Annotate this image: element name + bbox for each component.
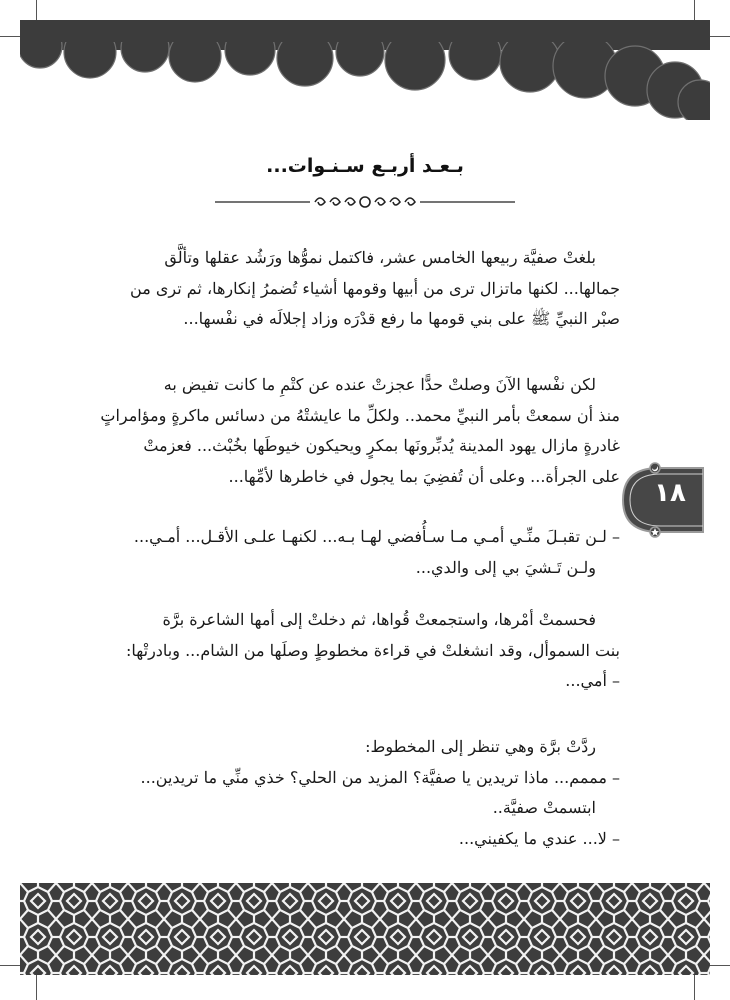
text-line: جمالها... لكنها ماتزال ترى من أبيها وقومها أشياء تُضمرُ إنكارها، ثم ترى من — [130, 278, 620, 298]
text-line: ولـن تَـشيَ بي إلى والدي... — [415, 557, 596, 577]
ornament-divider — [215, 190, 515, 214]
text-line: – لـن تقبـلَ منِّـي أمـي مـا سـأُفضي لهـا بـه... لكنهـا علـى الأقـل... أمـي... — [133, 527, 620, 546]
text-line: بنت السموأل، وقد انشغلتْ في قراءة مخطوطٍ وصلَها من الشام... وبادرتْها: — [125, 640, 620, 660]
crop-mark — [36, 975, 37, 1000]
text-line: على الجرأة... وعلى أن تُفضِيَ بما يجول في خاطرها لأمِّها... — [228, 466, 620, 486]
page-number: ١٨ — [654, 478, 686, 508]
lattice-footer-decoration — [20, 883, 710, 975]
text-line: لكن نفْسها الآنَ وصلتْ حدًّا عجزتْ عنده عن كتْمِ ما كانت تفيض به — [163, 375, 596, 394]
text-line: منذ أن سمعتْ بأمر النبيِّ محمد.. ولكلِّ ما عايشتْهُ من دسائس ماكرةٍ ومؤامراتٍ — [100, 405, 620, 425]
paragraph-3 — [100, 522, 620, 583]
text-line: بلغتْ صفيَّة ربيعها الخامس عشر، فاكتمل نموُّها ورَشُد عقلها وتألَّق — [164, 248, 596, 267]
cloud-header-decoration — [20, 20, 710, 120]
crop-mark — [694, 975, 695, 1000]
text-line: – مممم... ماذا تريدين يا صفيَّة؟ المزيد من الحلي؟ خذي منِّي ما تريدين... — [140, 767, 620, 787]
paragraph-2 — [100, 370, 620, 492]
paragraph-1 — [100, 243, 620, 335]
text-line: غادرةٍ مازال يهود المدينة يُدبِّرونَها بمكرٍ ويحيكون خيوطَها بخُبْث... فعزمتْ — [143, 436, 620, 455]
text-line: ردَّتْ برَّة وهي تنظر إلى المخطوط: — [365, 737, 596, 756]
text-line: فحسمتْ أمْرها، واستجمعتْ قُواها، ثم دخلتْ إلى أمها الشاعرة برَّة — [162, 610, 596, 629]
paragraph-4 — [100, 605, 620, 697]
text-line: – لا... عندي ما يكفيني... — [458, 828, 620, 848]
paragraph-5 — [100, 732, 620, 854]
text-line: صبْر النبيِّ ﷺ على بني قومها ما رفع قدْرَه وزاد إجلالَه في نفْسها... — [183, 309, 620, 328]
chapter-title: بـعـد أربـع سـنـوات... — [266, 155, 464, 177]
text-line: – أمي... — [565, 671, 620, 690]
text-line: ابتسمتْ صفيَّة.. — [492, 798, 596, 817]
